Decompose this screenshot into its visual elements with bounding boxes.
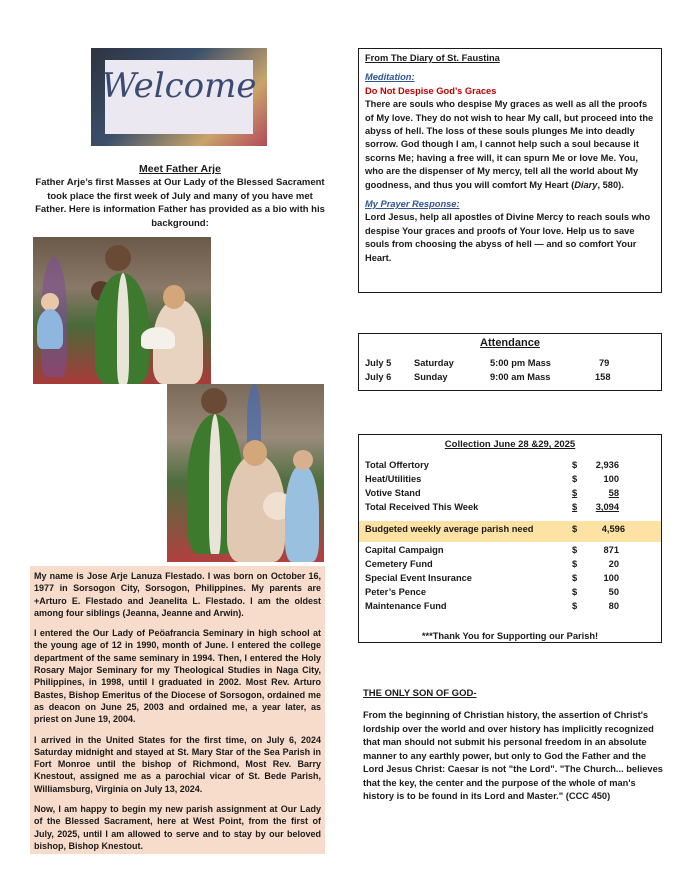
attendance-mass: 9:00 am Mass: [490, 372, 551, 382]
collection-row: Maintenance Fund $ 80: [365, 601, 619, 611]
father-bio-box: [30, 566, 325, 854]
collection-row: Votive Stand $ 58: [365, 488, 619, 498]
prayer-text: Lord Jesus, help all apostles of Divine Mercy to reach souls who despise Your graces and proofs of Your love. Help us to save souls from choosing the abyss of hell — and so comfort Your Heart.: [365, 212, 651, 263]
collection-row: Cemetery Fund $ 20: [365, 559, 619, 569]
meditation-title: Do Not Despise God’s Graces: [365, 85, 497, 96]
bio-paragraph: I arrived in the United States for the first time, on July 6, 2024 Saturday midnight and stayed at St. Mary Star of the Sea Parish in Fort Monroe until the bishop of Richmond, Most Rev. Barry Knestout, assigned me as a parochial vicar of St. Bede Parish, Williamsburg, Virginia on July 13, 2024.: [34, 734, 321, 794]
attendance-count: 158: [595, 372, 611, 382]
bio-paragraph: I entered the Our Lady of Peöafrancia Seminary in high school at the young age of 12 in 1990, month of June. I entered the college department of the same seminary in 1994. Then, I entered the Holy Rosary Major Seminary for my Theological Studies in Naga City, Philippines, in 1998, until I graduated in 2002. Most Rev. Arturo Bastes, Bishop Emeritus of the Diocese of Sorsogon, ordained me as deacon on June 25, 2003 and ordained me, a year later, as priest on June 19, 2004.: [34, 628, 321, 725]
prayer-label: My Prayer Response:: [365, 199, 460, 210]
collection-row-budget: Budgeted weekly average parish need $ 4,596: [365, 524, 625, 534]
bio-paragraph: My name is Jose Arje Lanuza Flestado. I was born on October 16, 1977 in Sorsogon City, Sorsogon, Philippines. My parents are +Arturo E. Flestado and Jeanelita L. Flestado. I am the oldest among four siblings (Jeanna, Jeanne and Arwin).: [34, 571, 321, 618]
collection-title: Collection June 28 &29, 2025: [444, 439, 576, 450]
collection-box: [358, 434, 662, 643]
diary-faustina-box: [358, 48, 662, 293]
collection-row: Heat/Utilities $ 100: [365, 474, 619, 484]
attendance-date: July 5: [365, 358, 392, 368]
son-of-god-text: From the beginning of Christian history, the assertion of Christ's lordship over the world and over history has implicitly recognized that man should not submit his personal freedom in an absolute manner to any earthly power, but only to God the Father and the Lord Jesus Christ: Caesar is not "the Lord". "The Church... believes that the key, the center and the purpose of the whole of man's history is to be found in its Lord and Master." (CCC 450): [363, 710, 663, 801]
attendance-title: Attendance: [480, 337, 540, 349]
welcome-banner-text: Welcome: [101, 66, 257, 106]
collection-row: Total Offertory $ 2,936: [365, 460, 619, 470]
collection-thanks: ***Thank You for Supporting our Parish!: [421, 631, 599, 641]
attendance-date: July 6: [365, 372, 392, 382]
attendance-row: [365, 372, 655, 386]
welcome-banner-image: [91, 48, 267, 146]
attendance-mass: 5:00 pm Mass: [490, 358, 551, 368]
attendance-day: Saturday: [414, 358, 454, 368]
collection-row: Special Event Insurance $ 100: [365, 573, 619, 583]
attendance-row: [365, 358, 655, 372]
attendance-day: Sunday: [414, 372, 448, 382]
meditation-text: There are souls who despise My graces as well as all the proofs of My love. They do not wish to hear My call, but proceed into the abyss of hell. The loss of these souls plunges Me into deadly sorrow. God though I am, I cannot help such a soul because it scorns Me; having a free will, it can spurn Me or love Me. You, who are the dispenser of My mercy, tell all the world about My goodness, and thus you will comfort My Heart (Diary, 580).: [365, 99, 654, 190]
diary-heading: From The Diary of St. Faustina: [365, 53, 500, 63]
meditation-citation: Diary: [574, 179, 598, 190]
attendance-count: 79: [599, 358, 610, 368]
collection-row: Peter’s Pence $ 50: [365, 587, 619, 597]
collection-row: Capital Campaign $ 871: [365, 545, 619, 555]
photo-priest-with-family: [167, 384, 324, 562]
meet-father-intro: Father Arje’s first Masses at Our Lady of the Blessed Sacrament took place the first week of July and many of you have met Father. Here is information Father has provided as a bio with his background:: [35, 177, 325, 229]
son-of-god-title: THE ONLY SON OF GOD-: [363, 688, 477, 699]
bio-paragraph: Now, I am happy to begin my new parish assignment at Our Lady of the Blessed Sacrament, here at West Point, from the first of July, 2025, until I am allowed to serve and to stay by our beloved bishop, Bishop Knestout.: [34, 804, 321, 851]
collection-row: Total Received This Week $ 3,094: [365, 502, 619, 512]
attendance-box: [358, 333, 662, 391]
meditation-label: Meditation:: [365, 72, 415, 83]
photo-baptism-procession: [33, 237, 211, 384]
meet-father-title: Meet Father Arje: [139, 163, 221, 175]
